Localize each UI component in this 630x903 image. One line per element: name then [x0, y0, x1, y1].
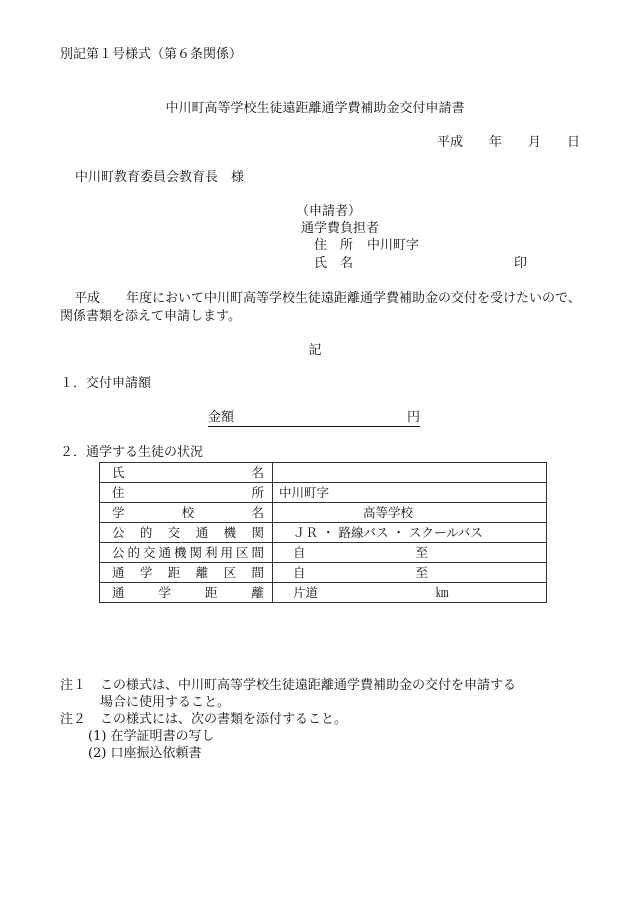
- row-label: 学校名: [100, 503, 273, 523]
- form-number: 別記第１号様式（第６条関係）: [60, 47, 243, 62]
- row-label: 通学距離: [100, 583, 273, 603]
- note2-item: (1) 在学証明書の写し: [88, 729, 215, 744]
- ki-heading: 記: [308, 343, 322, 358]
- addressee: 中川町教育委員会教育長 様: [75, 170, 245, 185]
- table-row: [100, 583, 547, 603]
- distance-label: 片道: [293, 585, 319, 600]
- range-to: 至: [415, 545, 429, 560]
- amount-unit: 円: [406, 410, 420, 425]
- row-label: 通学距離区間: [100, 563, 273, 583]
- applicant-name-label: 氏 名: [314, 256, 354, 271]
- row-value-range: [273, 563, 547, 583]
- applicant-heading: （申請者）: [296, 204, 362, 219]
- row-value-range: [273, 543, 547, 563]
- applicant-address-label: 住 所: [314, 238, 354, 253]
- note2-line1: この様式には、次の書類を添付すること。: [100, 712, 348, 727]
- row-value: ＪＲ ・ 路線バス ・ スクールバス: [273, 523, 547, 543]
- applicant-role: 通学費負担者: [301, 221, 380, 236]
- student-status-table: [99, 462, 547, 603]
- table-row: [100, 523, 547, 543]
- body-line-2: 関係書類を添えて申請します。: [60, 309, 241, 324]
- range-from: 自: [293, 565, 306, 580]
- amount-line: [208, 410, 420, 427]
- amount-label: 金額: [208, 410, 235, 425]
- table-row: [100, 483, 547, 503]
- row-label: 公的交通機関利用区間: [100, 543, 273, 563]
- row-value: 中川町字: [273, 483, 547, 503]
- range-to: 至: [415, 565, 429, 580]
- application-date: 平成 年 月 日: [437, 135, 581, 150]
- table-row: [100, 463, 547, 483]
- section2-heading: ２．通学する生徒の状況: [60, 445, 204, 460]
- row-value: [273, 463, 547, 483]
- note1-label: 注１: [60, 678, 87, 693]
- distance-unit: ㎞: [436, 585, 449, 600]
- table-row: [100, 543, 547, 563]
- seal-mark: 印: [514, 256, 528, 271]
- applicant-address-value: 中川町字: [367, 238, 420, 253]
- row-label: 氏名: [100, 463, 273, 483]
- body-line-1: 平成 年度において中川町高等学校生徒遠距離通学費補助金の交付を受けたいので、: [74, 291, 581, 306]
- row-value-distance: [273, 583, 547, 603]
- section1-heading: １．交付申請額: [60, 376, 152, 391]
- row-label: 公的交通機関: [100, 523, 273, 543]
- note2-label: 注２: [60, 712, 87, 727]
- row-value: 高等学校: [273, 503, 547, 523]
- table-row: [100, 503, 547, 523]
- document-title: 中川町高等学校生徒遠距離通学費補助金交付申請書: [165, 101, 465, 116]
- note1-line1: この様式は、中川町高等学校生徒遠距離通学費補助金の交付を申請する: [100, 678, 517, 693]
- table-row: [100, 563, 547, 583]
- row-label: 住所: [100, 483, 273, 503]
- note1-line2: 場合に使用すること。: [100, 695, 231, 710]
- note2-item: (2) 口座振込依頼書: [88, 746, 202, 761]
- range-from: 自: [293, 545, 306, 560]
